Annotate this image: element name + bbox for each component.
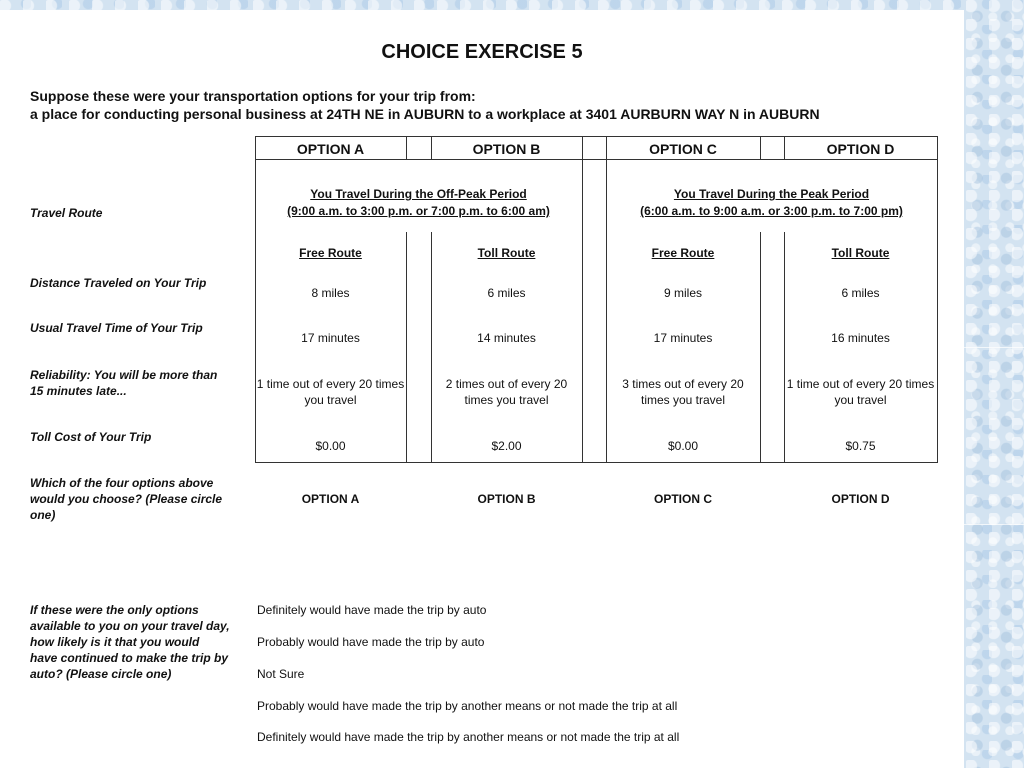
option-c-distance: 9 miles bbox=[663, 286, 702, 300]
row-label-reliability: Reliability: You will be more than 15 minutes late... bbox=[30, 368, 218, 398]
option-d-time: 16 minutes bbox=[831, 331, 890, 345]
option-a-route: Free Route bbox=[299, 246, 362, 260]
likelihood-option-3[interactable]: Not Sure bbox=[257, 667, 305, 681]
option-a-toll: $0.00 bbox=[315, 439, 346, 453]
survey-sheet bbox=[0, 10, 964, 768]
table-header-divider-v bbox=[406, 136, 407, 160]
likelihood-option-5[interactable]: Definitely would have made the trip by another means or not made the trip at all bbox=[257, 730, 680, 744]
peak-period-heading bbox=[606, 186, 937, 220]
option-c-toll: $0.00 bbox=[667, 439, 699, 453]
likelihood-option-1[interactable]: Definitely would have made the trip by auto bbox=[257, 603, 487, 617]
option-d-reliability: 1 time out of every 20 times you travel bbox=[786, 377, 935, 407]
choice-option-c[interactable]: OPTION C bbox=[653, 492, 712, 506]
likelihood-option-2[interactable]: Probably would have made the trip by auto bbox=[257, 635, 485, 649]
option-b-route: Toll Route bbox=[477, 246, 536, 260]
option-d-route: Toll Route bbox=[831, 246, 890, 260]
likelihood-option-4[interactable]: Probably would have made the trip by another means or not made the trip at all bbox=[257, 699, 678, 713]
choice-option-b[interactable]: OPTION B bbox=[477, 492, 536, 506]
table-border-top bbox=[255, 136, 938, 137]
row-label-time: Usual Travel Time of Your Trip bbox=[30, 321, 203, 335]
table-column-divider bbox=[784, 232, 785, 463]
option-d-header: OPTION D bbox=[826, 141, 895, 157]
offpeak-period-heading bbox=[255, 186, 582, 220]
background-seam bbox=[964, 347, 1024, 348]
table-column-divider bbox=[760, 232, 761, 463]
option-a-distance: 8 miles bbox=[311, 286, 350, 300]
choice-option-a[interactable]: OPTION A bbox=[301, 492, 360, 506]
option-a-header: OPTION A bbox=[296, 141, 365, 157]
option-a-time: 17 minutes bbox=[301, 331, 360, 345]
background-seam bbox=[964, 524, 1024, 525]
row-label-choice: Which of the four options above would you choose? (Please circle one) bbox=[30, 476, 223, 522]
table-border-right bbox=[937, 136, 938, 463]
intro-line-2: a place for conducting personal business at 24TH NE in AUBURN to a workplace at 3401 AURBURN WAY N in AUBURN bbox=[30, 106, 820, 122]
option-a-reliability: 1 time out of every 20 times you travel bbox=[256, 377, 405, 407]
row-label-route: Travel Route bbox=[30, 206, 103, 220]
option-d-distance: 6 miles bbox=[841, 286, 880, 300]
table-column-divider bbox=[406, 232, 407, 463]
row-label-toll: Toll Cost of Your Trip bbox=[30, 430, 152, 444]
option-b-time: 14 minutes bbox=[477, 331, 536, 345]
table-header-divider-v bbox=[760, 136, 761, 160]
option-b-toll: $2.00 bbox=[491, 439, 522, 453]
table-center-divider bbox=[582, 136, 583, 463]
option-b-distance: 6 miles bbox=[487, 286, 526, 300]
page-title: CHOICE EXERCISE 5 bbox=[381, 41, 583, 63]
row-label-distance: Distance Traveled on Your Trip bbox=[30, 276, 207, 290]
option-c-header: OPTION C bbox=[649, 141, 717, 157]
choice-option-d[interactable]: OPTION D bbox=[831, 492, 890, 506]
peak-period-hours: (6:00 a.m. to 9:00 a.m. or 3:00 p.m. to 7:00 pm) bbox=[640, 204, 903, 218]
option-b-header: OPTION B bbox=[472, 141, 541, 157]
offpeak-period-title: You Travel During the Off-Peak Period bbox=[310, 187, 527, 201]
intro-line-1: Suppose these were your transportation options for your trip from: bbox=[30, 88, 476, 104]
row-label-likelihood: If these were the only options available to you on your travel day, how likely is it that you would have continued to make the trip by auto? (Please circle one) bbox=[30, 603, 230, 681]
table-column-divider bbox=[431, 232, 432, 463]
option-c-reliability: 3 times out of every 20 times you travel bbox=[622, 377, 744, 407]
options-table bbox=[255, 136, 938, 463]
table-header-divider bbox=[255, 159, 938, 160]
option-d-toll: $0.75 bbox=[845, 439, 876, 453]
offpeak-period-hours: (9:00 a.m. to 3:00 p.m. or 7:00 p.m. to 6:00 am) bbox=[287, 204, 550, 218]
peak-period-title: You Travel During the Peak Period bbox=[673, 187, 870, 201]
option-b-reliability: 2 times out of every 20 times you travel bbox=[445, 377, 568, 407]
option-c-time: 17 minutes bbox=[653, 331, 713, 345]
option-c-route: Free Route bbox=[651, 246, 715, 260]
table-border-bottom bbox=[255, 462, 938, 463]
